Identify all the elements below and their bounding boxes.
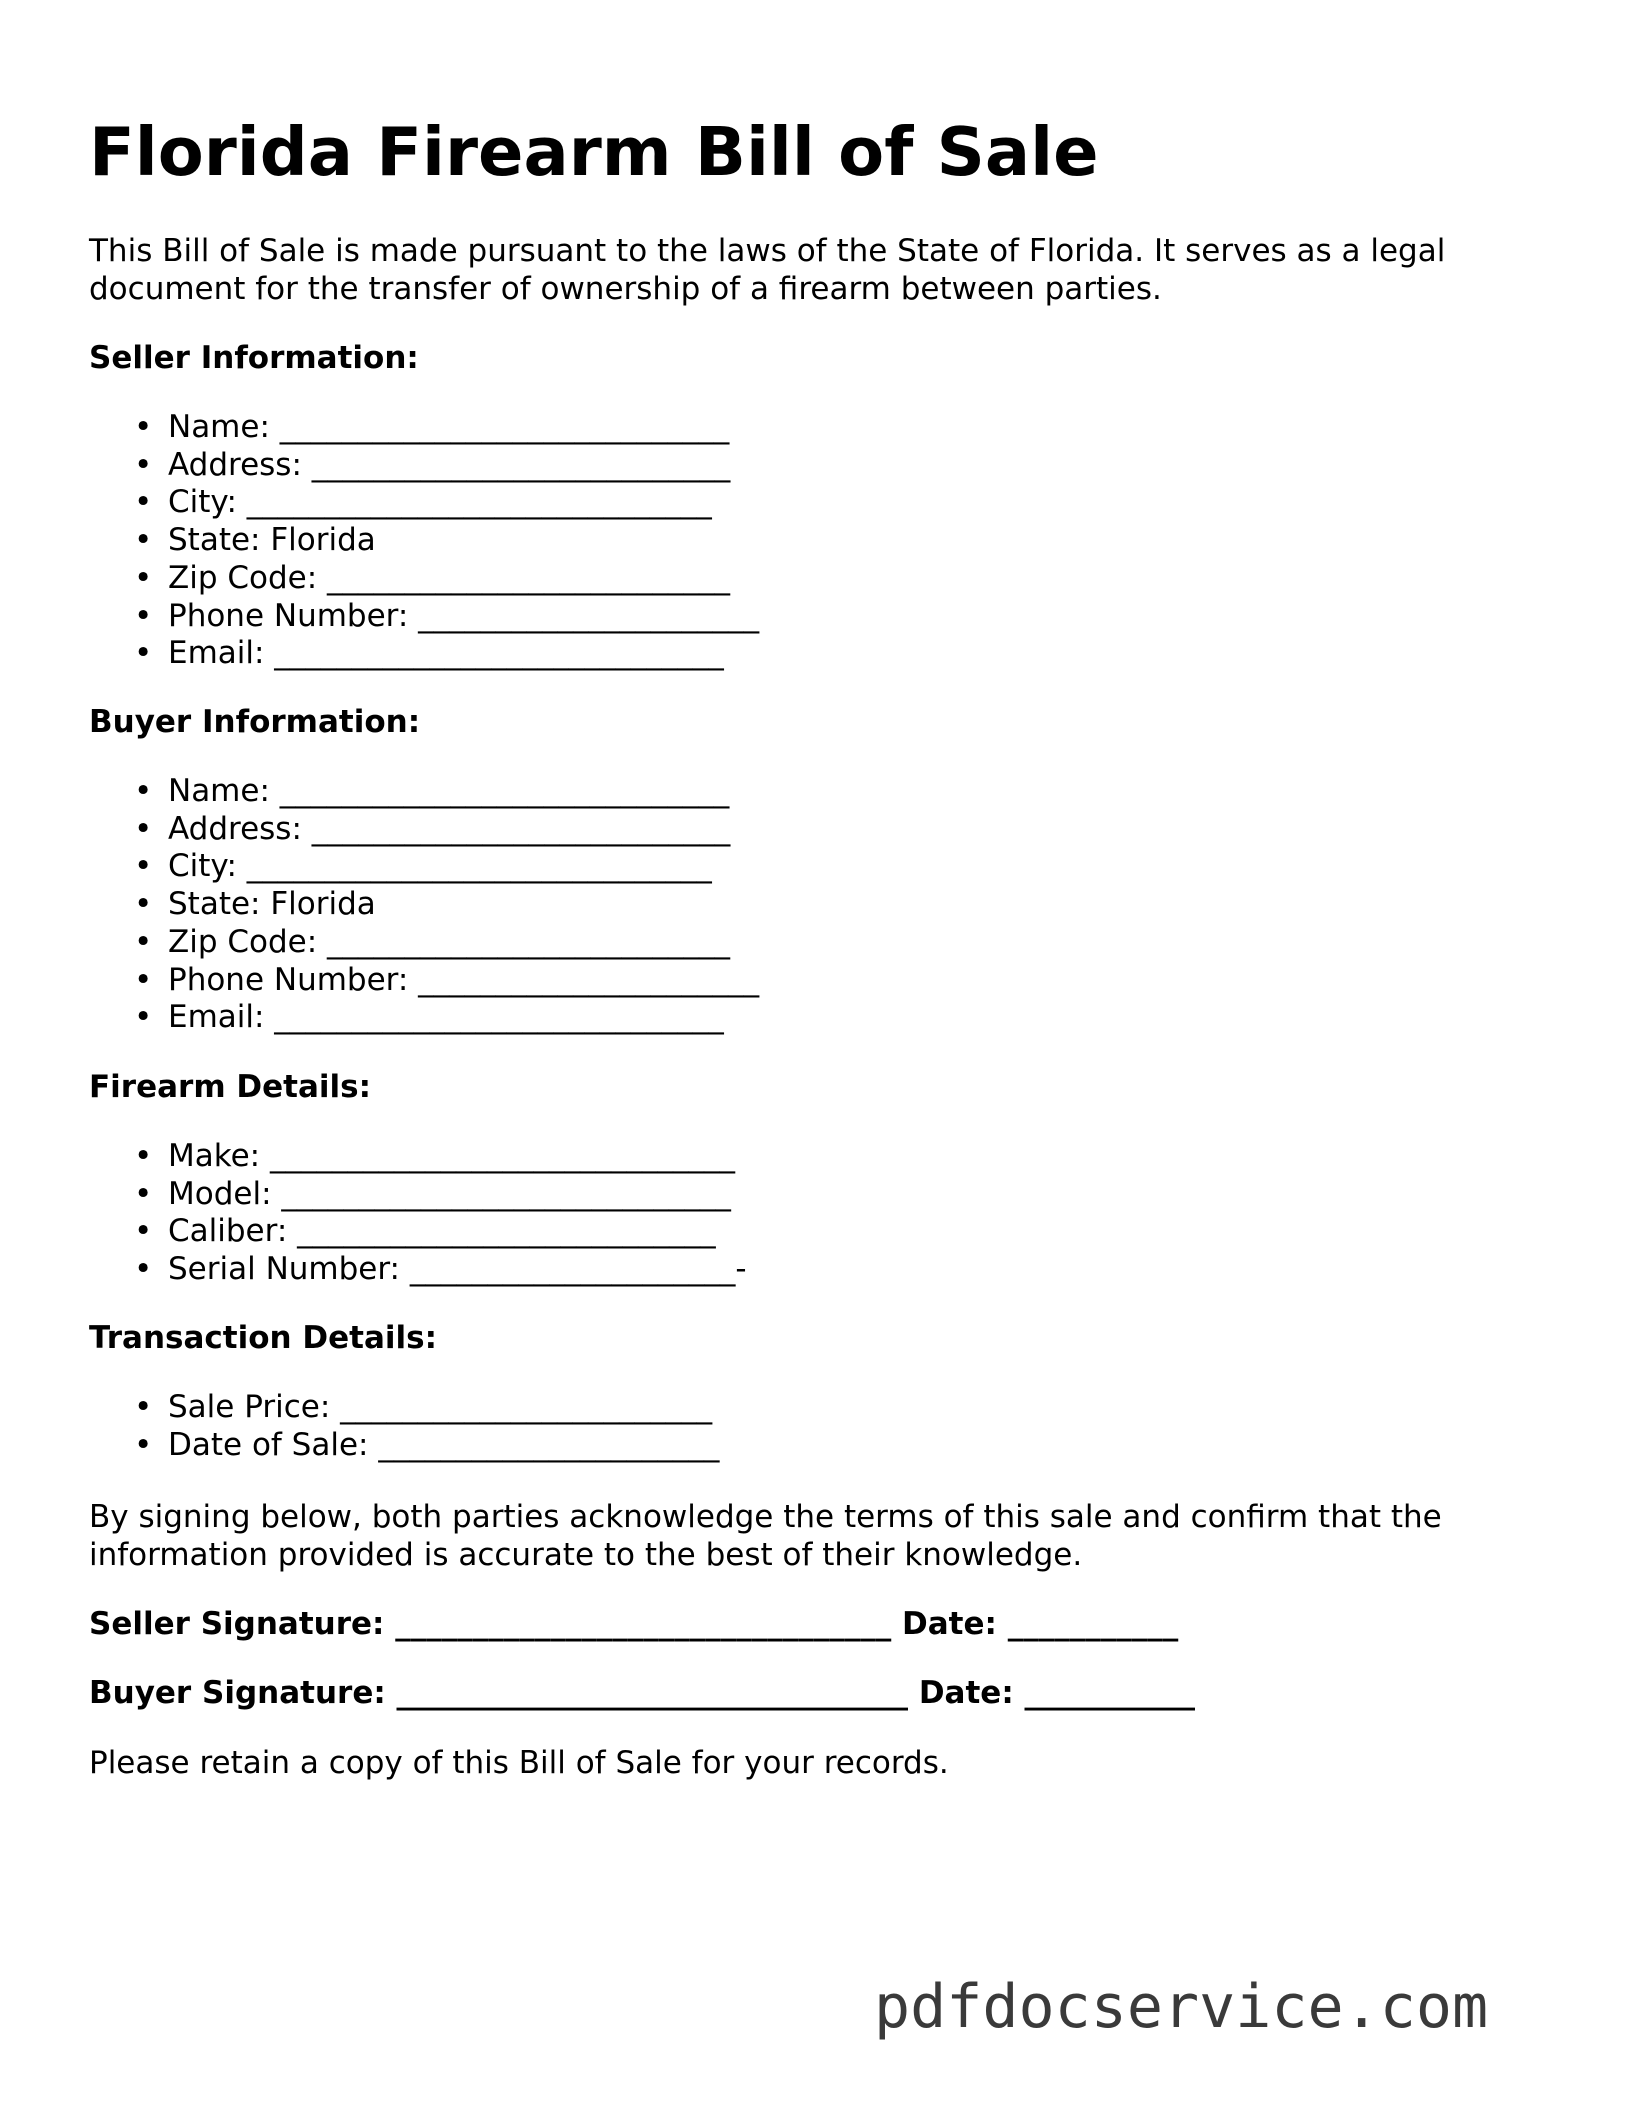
seller-signature-line: Seller Signature: ________________________________ Date: ___________ — [89, 1606, 1179, 1642]
firearm-make-field: • Make: ______________________________ — [134, 1138, 735, 1174]
buyer-city-field: • City: ______________________________ — [134, 848, 712, 885]
bullet-icon: • — [134, 484, 153, 521]
seller-email-field: • Email: _____________________________ — [134, 635, 724, 672]
bullet-icon: • — [134, 522, 153, 559]
bullet-icon: • — [134, 1138, 153, 1174]
bullet-icon: • — [134, 635, 153, 672]
bullet-icon: • — [134, 409, 153, 445]
buyer-zip-field: • Zip Code: __________________________ — [134, 923, 731, 960]
bullet-icon: • — [134, 923, 153, 960]
seller-phone-field: • Phone Number: ______________________ — [134, 597, 760, 634]
bullet-icon: • — [134, 999, 153, 1036]
bullet-icon: • — [134, 1251, 153, 1288]
buyer-fields — [89, 773, 759, 1037]
transaction-fields — [89, 1389, 719, 1464]
bullet-icon: • — [134, 1426, 153, 1463]
firearm-model-field: • Model: _____________________________ — [134, 1175, 731, 1212]
buyer-heading: Buyer Information: — [89, 704, 421, 740]
bullet-icon: • — [134, 848, 153, 885]
buyer-email-field: • Email: _____________________________ — [134, 999, 724, 1036]
bullet-icon: • — [134, 886, 153, 923]
buyer-name-field: • Name: _____________________________ — [134, 773, 730, 809]
bullet-icon: • — [134, 1389, 153, 1425]
buyer-address-field: • Address: ___________________________ — [134, 810, 731, 847]
buyer-state-field: • State: Florida — [134, 886, 376, 923]
seller-heading: Seller Information: — [89, 340, 419, 376]
buyer-signature-line: Buyer Signature: _________________________________ Date: ___________ — [89, 1675, 1196, 1711]
sale-price-field: • Sale Price: ________________________ — [134, 1389, 713, 1425]
firearm-fields — [89, 1138, 747, 1289]
seller-city-field: • City: ______________________________ — [134, 484, 712, 521]
intro-paragraph: This Bill of Sale is made pursuant to the laws of the State of Florida. It serves as a legal document for the transfer of ownership of a firearm between parties. — [89, 233, 1446, 307]
bullet-icon: • — [134, 559, 153, 596]
firearm-serial-field: • Serial Number: _____________________- — [134, 1251, 747, 1288]
seller-state-field: • State: Florida — [134, 522, 376, 559]
closing-note: Please retain a copy of this Bill of Sale for your records. — [89, 1745, 949, 1781]
seller-zip-field: • Zip Code: __________________________ — [134, 559, 731, 596]
bullet-icon: • — [134, 1175, 153, 1212]
acknowledgement-paragraph: By signing below, both parties acknowledge the terms of this sale and confirm that the information provided is accurate to the best of their knowledge. — [89, 1499, 1442, 1573]
bullet-icon: • — [134, 446, 153, 483]
seller-address-field: • Address: ___________________________ — [134, 446, 731, 483]
seller-name-field: • Name: _____________________________ — [134, 409, 730, 445]
seller-fields — [89, 409, 759, 673]
document-title: Florida Firearm Bill of Sale — [89, 113, 1099, 191]
transaction-heading: Transaction Details: — [89, 1320, 437, 1356]
bullet-icon: • — [134, 961, 153, 998]
date-of-sale-field: • Date of Sale: ______________________ — [134, 1426, 720, 1463]
buyer-phone-field: • Phone Number: ______________________ — [134, 961, 760, 998]
bullet-icon: • — [134, 1213, 153, 1250]
watermark: pdfdocservice.com — [874, 1972, 1489, 2042]
bullet-icon: • — [134, 810, 153, 847]
bullet-icon: • — [134, 773, 153, 809]
firearm-heading: Firearm Details: — [89, 1069, 372, 1105]
firearm-caliber-field: • Caliber: ___________________________ — [134, 1213, 716, 1250]
bullet-icon: • — [134, 597, 153, 634]
